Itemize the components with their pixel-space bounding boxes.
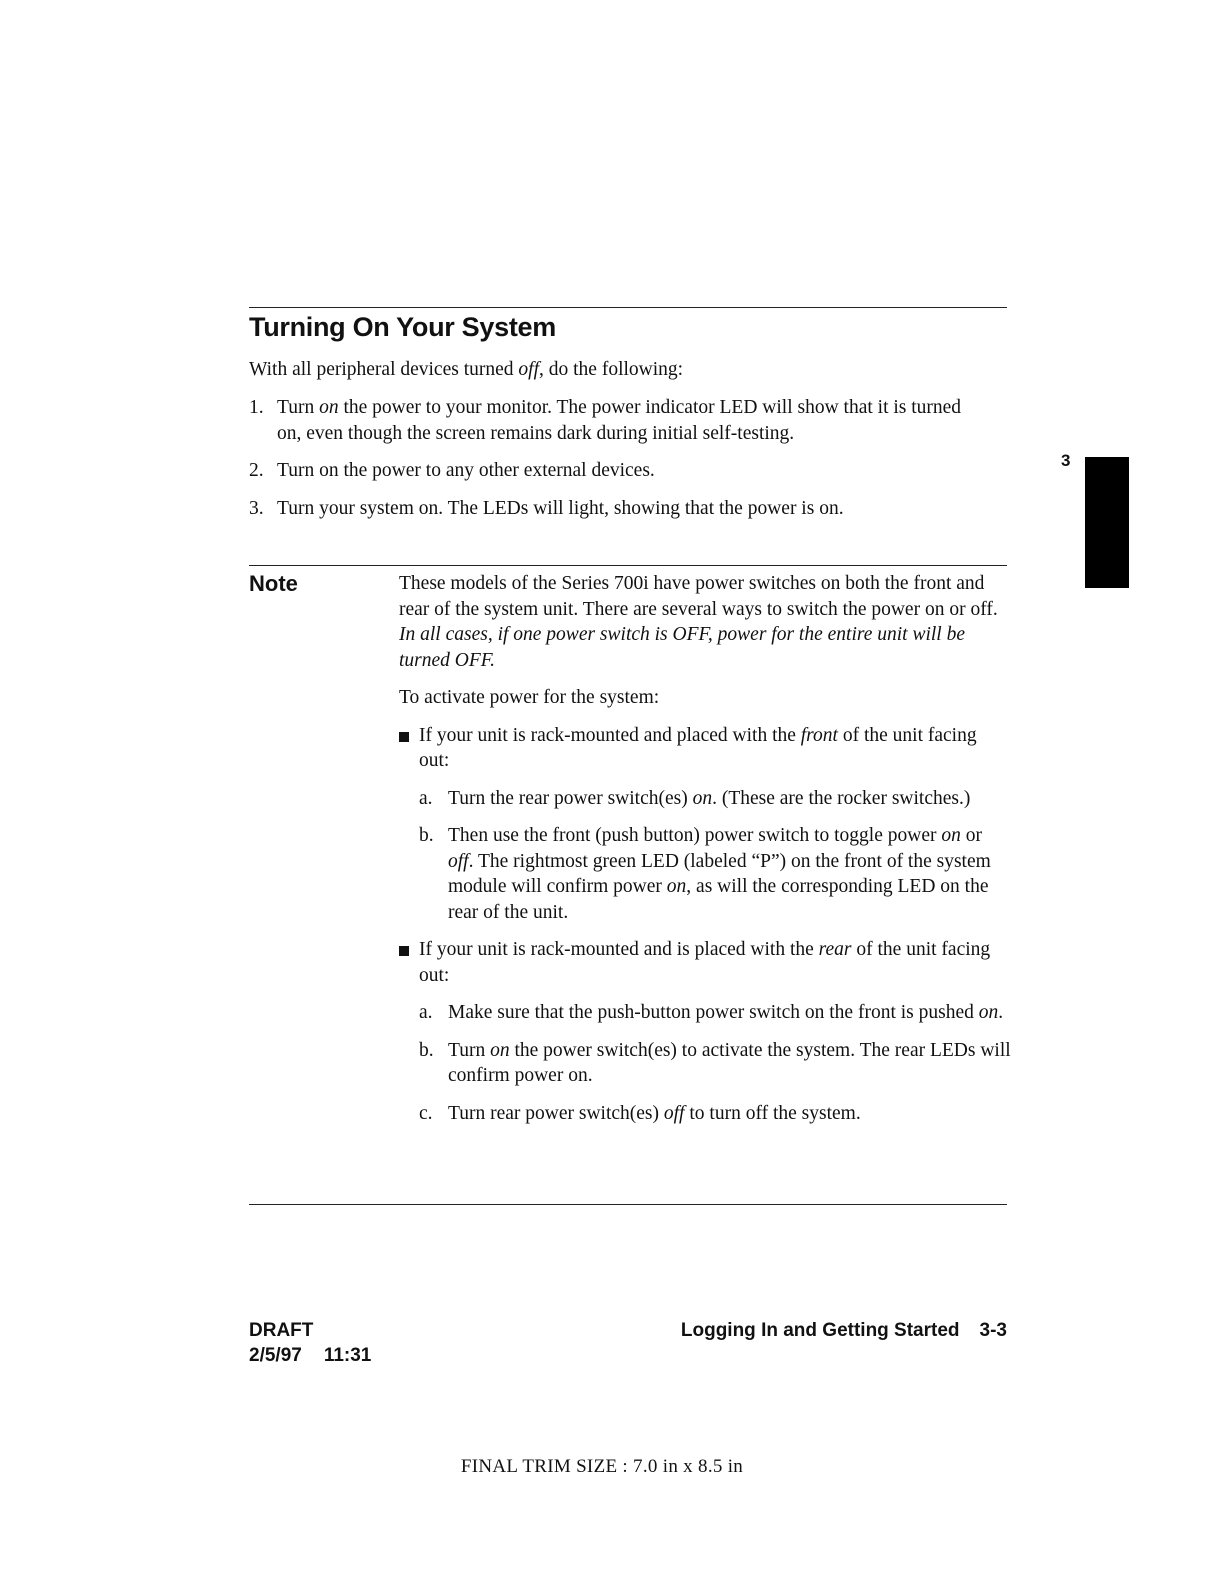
list-item bbox=[249, 395, 989, 446]
sub-step-text: Turn rear power switch(es) bbox=[448, 1102, 664, 1124]
note-emphasis: In all cases, if one power switch is OFF, power for the entire unit will be turned OFF. bbox=[399, 624, 966, 671]
chapter-title: Logging In and Getting Started bbox=[680, 1320, 960, 1341]
list-item bbox=[419, 1000, 1011, 1026]
draft-time: 11:31 bbox=[323, 1345, 372, 1366]
list-item bbox=[419, 786, 1011, 812]
step-list bbox=[249, 395, 989, 533]
intro-emphasis: off bbox=[518, 359, 539, 380]
sub-step-emphasis: on bbox=[666, 876, 687, 897]
page-number: 3-3 bbox=[979, 1320, 1007, 1341]
note-text: These models of the Series 700i have power switches on both the front and rear of the system unit. There are several ways to switch the power on or off. bbox=[399, 573, 998, 620]
top-rule bbox=[249, 307, 1007, 308]
draft-date: 2/5/97 bbox=[249, 1345, 302, 1366]
sub-step-text: Make sure that the push-button power switch on the front is pushed bbox=[448, 1002, 979, 1023]
step-text: the power to your monitor. The power indicator LED will show that it is turned on, even though the screen remains dark during initial self-testing. bbox=[277, 397, 962, 444]
chapter-tab-marker bbox=[1085, 457, 1129, 588]
sub-step-emphasis: on bbox=[692, 787, 713, 809]
list-item bbox=[249, 496, 989, 522]
sub-step-text: . bbox=[998, 1002, 1004, 1023]
step-number: 1. bbox=[249, 397, 264, 418]
list-item bbox=[419, 823, 1011, 925]
bullet-text: of the unit facing out: bbox=[419, 939, 991, 986]
note-label: Note bbox=[249, 571, 298, 596]
list-item bbox=[399, 723, 1011, 926]
sub-step-text: the power switch(es) to activate the system. The rear LEDs will confirm power on. bbox=[448, 1039, 1011, 1086]
chapter-tab-number: 3 bbox=[1061, 451, 1071, 470]
sub-step-letter: a. bbox=[419, 1002, 433, 1023]
bullet-emphasis: front bbox=[800, 724, 838, 746]
sub-step-emphasis: off bbox=[663, 1102, 685, 1124]
note-paragraph bbox=[399, 571, 1011, 673]
sub-step-list bbox=[419, 1000, 1011, 1126]
bullet-text: If your unit is rack-mounted and placed with the bbox=[419, 724, 801, 746]
list-item bbox=[249, 458, 989, 484]
sub-step-letter: c. bbox=[419, 1102, 433, 1124]
sub-step-emphasis: on bbox=[490, 1039, 510, 1061]
list-item bbox=[419, 1038, 1011, 1089]
step-text: Turn on the power to any other external devices. bbox=[277, 460, 655, 481]
intro-paragraph bbox=[249, 357, 1009, 383]
bullet-text: If your unit is rack-mounted and is placed with the bbox=[419, 939, 819, 960]
bullet-square-icon bbox=[399, 946, 409, 956]
sub-step-text: to turn off the system. bbox=[684, 1102, 861, 1124]
step-number: 2. bbox=[249, 460, 264, 481]
note-body bbox=[399, 571, 1011, 1138]
step-emphasis: on bbox=[319, 397, 339, 418]
sub-step-letter: b. bbox=[419, 1039, 434, 1061]
sub-step-text: , as will the corresponding LED on the rear of the unit. bbox=[448, 876, 989, 923]
sub-step-text: Turn bbox=[448, 1039, 491, 1061]
sub-step-emphasis: on bbox=[941, 825, 961, 846]
footer-draft-stamp bbox=[249, 1318, 371, 1368]
sub-step-emphasis: off bbox=[448, 850, 469, 872]
bullet-square-icon bbox=[399, 732, 409, 742]
step-text: Turn your system on. The LEDs will light, showing that the power is on. bbox=[277, 497, 844, 519]
note-top-rule bbox=[249, 565, 1007, 566]
note-bottom-rule bbox=[249, 1204, 1007, 1205]
sub-step-letter: a. bbox=[419, 787, 433, 809]
running-footer bbox=[600, 1318, 1007, 1343]
bullet-emphasis: rear bbox=[818, 939, 852, 960]
bullet-text: of the unit facing out: bbox=[419, 724, 977, 771]
step-text: Turn bbox=[277, 397, 320, 418]
note-bullet-list bbox=[399, 723, 1011, 1127]
list-item bbox=[419, 1101, 1011, 1127]
sub-step-emphasis: on bbox=[978, 1002, 999, 1023]
sub-step-text: Then use the front (push button) power switch to toggle power bbox=[448, 825, 942, 846]
sub-step-letter: b. bbox=[419, 825, 434, 846]
list-item bbox=[399, 937, 1011, 1126]
sub-step-text: . (These are the rocker switches.) bbox=[712, 787, 971, 809]
sub-step-text: . The rightmost green LED (labeled “P”) on the front of the system module will confirm power bbox=[448, 850, 991, 897]
note-paragraph: To activate power for the system: bbox=[399, 687, 660, 708]
draft-label: DRAFT bbox=[249, 1320, 314, 1341]
step-number: 3. bbox=[249, 497, 264, 519]
page-title: Turning On Your System bbox=[249, 312, 556, 342]
sub-step-text: Turn the rear power switch(es) bbox=[448, 787, 693, 809]
sub-step-list bbox=[419, 786, 1011, 926]
intro-text-b: , do the following: bbox=[539, 359, 684, 380]
draft-datetime bbox=[249, 1343, 371, 1368]
intro-text-a: With all peripheral devices turned bbox=[249, 359, 519, 380]
sub-step-text: or bbox=[960, 825, 982, 846]
trim-size-note: FINAL TRIM SIZE : 7.0 in x 8.5 in bbox=[460, 1456, 744, 1477]
